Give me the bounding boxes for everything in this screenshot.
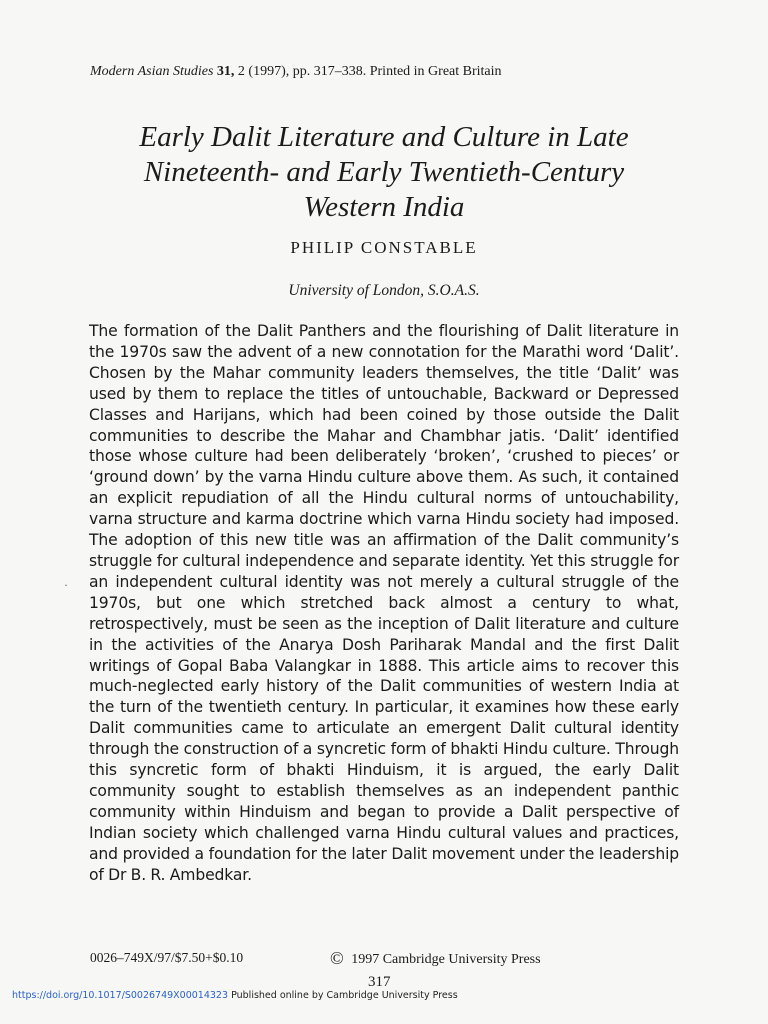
article-title-line: Early Dalit Literature and Culture in Late: [139, 121, 629, 153]
journal-issue-info: 2 (1997), pp. 317–338. Printed in Great Britain: [237, 64, 502, 79]
author-affiliation: University of London, S.O.A.S.: [288, 282, 480, 299]
copyright-notice: [330, 948, 541, 969]
journal-header: [90, 64, 690, 80]
doi-link[interactable]: https://doi.org/10.1017/S0026749X00014323: [12, 990, 229, 1001]
page-number: 317: [368, 974, 391, 990]
article-title-line: Nineteenth- and Early Twentieth-Century: [143, 156, 625, 188]
article-title-line: Western India: [303, 191, 465, 223]
copyright-icon: ©: [330, 948, 344, 968]
journal-name: Modern Asian Studies: [90, 64, 214, 79]
doi-bar: [12, 990, 458, 1001]
journal-volume: 31,: [216, 64, 235, 79]
margin-dot: ·: [64, 578, 68, 592]
published-online-text: Published online by Cambridge University Press: [231, 990, 458, 1001]
abstract-paragraph: The formation of the Dalit Panthers and the flourishing of Dalit literature in the 1970s saw the advent of a new connotation for the Marathi word ‘Dalit’. Chosen by the Mahar community leaders themselves, the title ‘Dalit’ was used by them to replace the titles of untouchable, Backward or Depressed Classes and Harijans, which had been coined by those outside the Dalit communities to describe the Mahar and Chambhar jatis. ‘Dalit’ identified those whose culture had been deliberately ‘broken’, ‘crushed to pieces’ or ‘ground down’ by the varna Hindu culture above them. As such, it contained an explicit repudiation of all the Hindu cultural norms of untouchability, varna structure and karma doctrine which varna Hindu society had imposed. The adoption of this new title was an affirmation of the Dalit community’s struggle for cultural independence and separate identity. Yet this struggle for an independent cultural identity was not merely a cultural struggle of the 1970s, but one which stretched back almost a century to what, retrospectively, must be seen as the inception of Dalit literature and culture in the activities of the Anarya Dosh Pariharak Mandal and the first Dalit writings of Gopal Baba Valangkar in 1888. This article aims to recover this much-neglected early history of the Dalit communities of western India at the turn of the twentieth century. In particular, it examines how these early Dalit communities came to articulate an emergent Dalit cultural identity through the construction of a syncretic form of bhakti Hindu culture. Through this syncretic form of bhakti Hinduism, it is argued, the early Dalit community sought to establish themselves as an independent panthic community within Hinduism and began to provide a Dalit perspective of Indian society which challenged varna Hindu cultural values and practices, and provided a foundation for the later Dalit movement under the leadership of Dr B. R. Ambedkar.: [89, 322, 679, 884]
article-title: [60, 120, 708, 225]
issn-code: 0026–749X/97/$7.50+$0.10: [90, 950, 244, 965]
author-name: PHILIP CONSTABLE: [290, 238, 478, 257]
copyright-text: 1997 Cambridge University Press: [351, 952, 541, 967]
